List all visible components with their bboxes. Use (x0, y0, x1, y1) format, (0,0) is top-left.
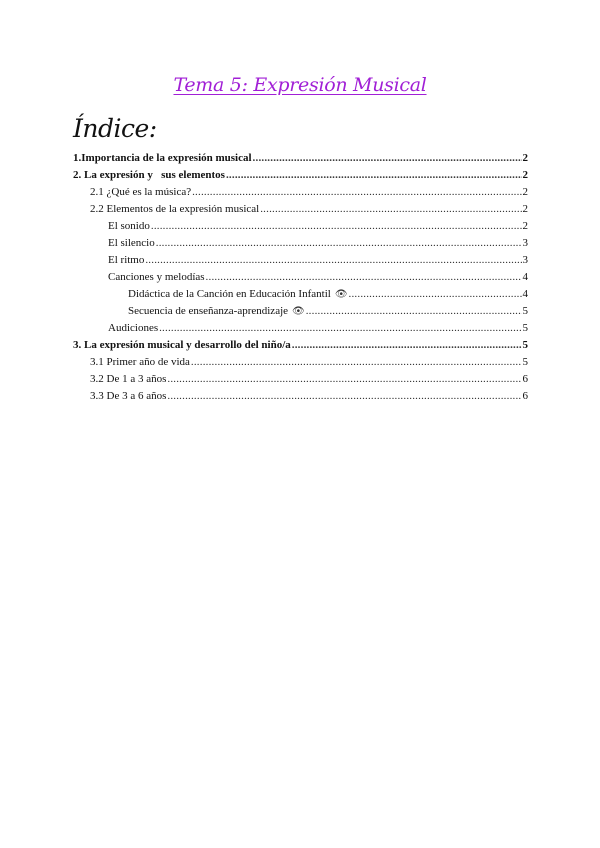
toc-leader (306, 303, 522, 320)
toc-page-number: 3 (522, 237, 528, 249)
toc-leader (349, 286, 522, 303)
toc-entry-text: 2. La expresión y sus elementos (73, 169, 225, 181)
toc-entry-text: 3.2 De 1 a 3 años (90, 373, 167, 385)
toc-page-number: 2 (522, 186, 528, 198)
toc-leader (253, 150, 522, 167)
toc-page-number: 3 (522, 254, 528, 266)
toc-leader (191, 354, 522, 371)
toc-entry[interactable] (73, 371, 528, 388)
eye-icon: 👁 (292, 306, 305, 317)
toc-page-number: 5 (522, 339, 528, 351)
toc-entry[interactable] (73, 184, 528, 201)
toc-leader (145, 252, 521, 269)
toc-entry-text: Audiciones (108, 322, 159, 334)
eye-icon: 👁 (334, 289, 348, 300)
toc-leader (159, 320, 521, 337)
toc-entry-text: Secuencia de enseñanza-aprendizaje (128, 305, 289, 317)
toc-entry-text: Canciones y melodías (108, 271, 205, 283)
toc-page-number: 2 (522, 169, 528, 181)
toc-leader (192, 184, 521, 201)
toc-entry-text: 2.1 ¿Qué es la música? (90, 186, 192, 198)
toc-page-number: 6 (522, 373, 528, 385)
toc-entry-text: 2.2 Elementos de la expresión musical (90, 203, 260, 215)
toc-entry[interactable] (73, 388, 528, 405)
toc-entry[interactable] (73, 235, 528, 252)
toc-leader (156, 235, 522, 252)
toc-entry[interactable] (73, 337, 528, 354)
toc-entry-text: El sonido (108, 220, 150, 232)
toc-page-number: 6 (522, 390, 528, 402)
toc-page-number: 2 (522, 152, 528, 164)
toc-entry-text: 3.3 De 3 a 6 años (90, 390, 167, 402)
toc-leader (167, 371, 521, 388)
toc-page-number: 4 (522, 288, 528, 300)
toc-page-number: 2 (522, 220, 528, 232)
toc-entry[interactable] (73, 218, 528, 235)
toc-page-number: 5 (522, 305, 528, 317)
toc-entry-text: 1.Importancia de la expresión musical (73, 152, 252, 164)
toc-leader (260, 201, 521, 218)
toc-entry[interactable] (73, 167, 528, 184)
toc-entry[interactable] (73, 320, 528, 337)
toc-entry[interactable] (73, 252, 528, 269)
toc-entry-text: 3.1 Primer año de vida (90, 356, 190, 368)
toc-entry[interactable] (73, 269, 528, 286)
toc-leader (226, 167, 522, 184)
toc-leader (167, 388, 521, 405)
toc-entry-text: 3. La expresión musical y desarrollo del niño/a (73, 339, 291, 351)
toc-leader (151, 218, 522, 235)
toc-leader (292, 337, 522, 354)
index-heading: Índice: (73, 114, 157, 143)
toc-page-number: 5 (522, 356, 528, 368)
table-of-contents (73, 150, 528, 405)
toc-entry-text: El silencio (108, 237, 155, 249)
toc-entry[interactable] (73, 303, 528, 320)
toc-entry-text: El ritmo (108, 254, 145, 266)
toc-entry[interactable] (73, 286, 528, 303)
toc-entry[interactable] (73, 354, 528, 371)
toc-entry[interactable] (73, 150, 528, 167)
toc-entry-text: Didáctica de la Canción en Educación Infantil (128, 288, 331, 300)
toc-page-number: 4 (522, 271, 528, 283)
toc-page-number: 2 (522, 203, 528, 215)
toc-entry[interactable] (73, 201, 528, 218)
toc-page-number: 5 (522, 322, 528, 334)
document-title: Tema 5: Expresión Musical (173, 74, 427, 96)
toc-leader (206, 269, 522, 286)
